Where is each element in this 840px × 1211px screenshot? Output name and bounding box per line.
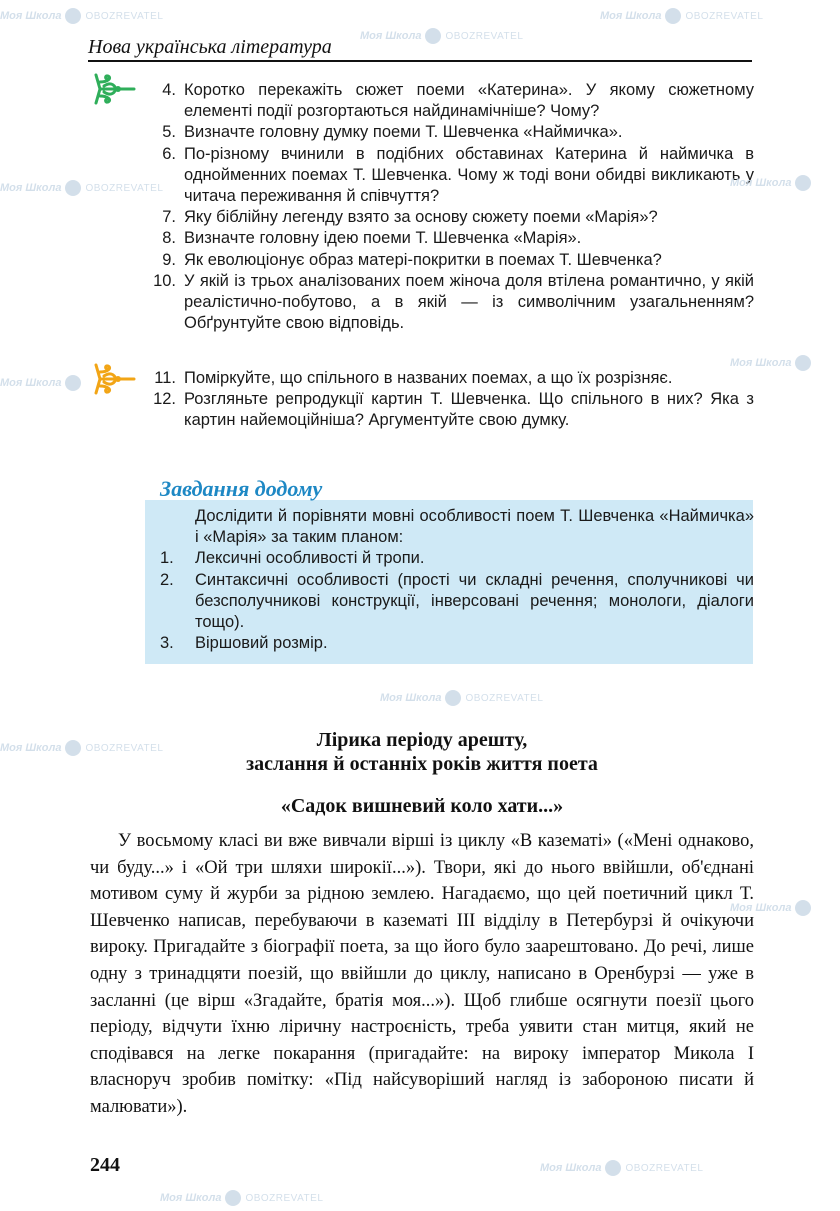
homework-item <box>160 633 754 654</box>
questions-list-b <box>153 368 754 432</box>
watermark-brand: OBOZREVATEL <box>445 30 524 42</box>
question-text: Яку біблійну легенду взято за основу сюжету поеми «Марія»? <box>184 208 658 227</box>
watermark-school: Моя Школа <box>160 1192 222 1204</box>
body-paragraph: У восьмому класі ви вже вивчали вірші із циклу «В казематі» («Мені однаково, чи буду...» і «Ой три шляхи широкії...»). Твори, які до нього ввійшли, об'єднані мотивом суму й журби за рідною землею. Нагадаємо, що цей поетичний цикл Т. Шевченко написав, перебуваючи в казематі ІІІ відділу в Петербурзі й очікуючи вироку. Пригадайте з біографії поета, за що його було заарештовано. До речі, лише одну з тринадцяти поезій, що ввійшли до циклу, написано в Оренбурзі — уже в засланні (це вірш «Згадайте, братія моя...»). Щоб глибше осягнути поезії цього періоду, відчути їхню ліричну настроєність, треба уявити стан митця, який не сподівався на легке покарання (пригадайте: на вироку імператор Микола І власноруч зробив помітку: «Під найсуворіший нагляд із забороною писати й малювати»). <box>90 831 754 1117</box>
watermark-brand: OBOZREVATEL <box>85 10 164 22</box>
question-item <box>160 207 754 228</box>
watermark-logo-icon <box>65 180 81 196</box>
question-text: Як еволюціонує образ матері-покритки в поемах Т. Шевченка? <box>184 250 662 269</box>
question-item <box>160 122 754 143</box>
watermark-logo-icon <box>65 8 81 24</box>
watermark-logo-icon <box>795 355 811 371</box>
watermark-brand: OBOZREVATEL <box>685 10 764 22</box>
watermark-school: Моя Школа <box>730 177 792 189</box>
homework-item-text: Віршовий розмір. <box>195 634 328 653</box>
watermark-school: Моя Школа <box>0 10 62 22</box>
watermark-school: Моя Школа <box>360 30 422 42</box>
section-heading <box>90 728 754 776</box>
watermark-brand: OBOZREVATEL <box>465 692 544 704</box>
watermark-school: Моя Школа <box>540 1162 602 1174</box>
homework-item <box>160 548 754 569</box>
watermark-logo-icon <box>795 900 811 916</box>
homework-item-number: 3. <box>160 634 174 653</box>
watermark-school: Моя Школа <box>0 377 62 389</box>
question-text: Визначте головну ідею поеми Т. Шевченка «Марія». <box>184 229 582 248</box>
question-number: 5. <box>162 123 176 142</box>
section-heading-line-2: заслання й останніх років життя поета <box>246 753 598 775</box>
watermark-logo-icon <box>605 1160 621 1176</box>
watermark-school: Моя Школа <box>0 742 62 754</box>
watermark-brand: OBOZREVATEL <box>85 182 164 194</box>
running-head: Нова українська література <box>88 36 332 58</box>
homework-item-text: Лексичні особливості й тропи. <box>195 549 425 568</box>
question-item <box>160 250 754 271</box>
watermark <box>0 180 163 196</box>
question-number: 11. <box>154 369 176 387</box>
watermark-school: Моя Школа <box>380 692 442 704</box>
question-number: 7. <box>162 208 176 227</box>
homework-content <box>160 506 754 654</box>
question-text: Поміркуйте, що спільного в названих поемах, а що їх розрізняє. <box>184 369 673 387</box>
watermark <box>0 8 163 24</box>
question-number: 4. <box>162 81 176 99</box>
header-rule <box>88 60 752 62</box>
page-number: 244 <box>90 1154 120 1176</box>
homework-item-text: Синтаксичні особливості (прості чи складні речення, сполучникові чи безсполучникові конструкції, інверсовані речення; монологи, діалоги тощо). <box>195 570 754 632</box>
watermark-brand: OBOZREVATEL <box>85 742 164 754</box>
question-number: 12. <box>153 390 176 409</box>
green-quill-icon <box>92 72 136 106</box>
watermark <box>0 375 81 391</box>
homework-item-number: 1. <box>160 549 174 568</box>
watermark <box>600 8 763 24</box>
watermark-logo-icon <box>665 8 681 24</box>
watermark-brand: OBOZREVATEL <box>625 1162 704 1174</box>
question-number: 9. <box>162 250 176 269</box>
watermark <box>360 28 523 44</box>
question-item <box>160 228 754 249</box>
question-item <box>153 389 754 431</box>
watermark <box>160 1190 323 1206</box>
question-item <box>160 80 754 122</box>
section-heading-line-1: Лірика періоду арешту, <box>316 729 528 751</box>
homework-intro: Дослідити й порівняти мовні особливості поем Т. Шевченка «Наймичка» і «Марія» за таким планом: <box>195 507 754 547</box>
poem-subheading: «Садок вишневий коло хати...» <box>280 795 564 817</box>
question-item <box>154 368 754 389</box>
question-text: Визначте головну думку поеми Т. Шевченка «Наймичка». <box>184 123 623 142</box>
watermark-school: Моя Школа <box>600 10 662 22</box>
question-number: 10. <box>153 271 176 290</box>
watermark-school: Моя Школа <box>730 902 792 914</box>
watermark-logo-icon <box>65 375 81 391</box>
homework-title: Завдання додому <box>160 476 323 501</box>
watermark-logo-icon <box>225 1190 241 1206</box>
question-text: Коротко перекажіть сюжет поеми «Катерина». У якому сюжетному елементі події розгортаються найдинамічніше? Чому? <box>184 81 754 121</box>
watermark-logo-icon <box>425 28 441 44</box>
question-item <box>160 144 754 208</box>
homework-item-number: 2. <box>160 570 174 589</box>
orange-quill-icon <box>92 362 136 396</box>
question-item <box>153 271 754 335</box>
question-text: Розгляньте репродукції картин Т. Шевченка. Що спільного в них? Яка з картин найемоційніша? Аргументуйте свою думку. <box>184 390 754 430</box>
question-text: По-різному вчинили в подібних обставинах Катерина й наймичка в однойменних поемах Т. Шевченка. Чому ж тоді вони обидві викликають у читача переживання й співчуття? <box>184 144 754 206</box>
watermark-school: Моя Школа <box>0 182 62 194</box>
question-number: 8. <box>162 229 176 248</box>
question-number: 6. <box>162 144 176 163</box>
watermark <box>380 690 543 706</box>
watermark-logo-icon <box>445 690 461 706</box>
watermark <box>540 1160 703 1176</box>
watermark-brand: OBOZREVATEL <box>245 1192 324 1204</box>
body-text <box>90 828 754 1121</box>
watermark-logo-icon <box>65 740 81 756</box>
homework-item <box>160 570 754 634</box>
watermark-school: Моя Школа <box>730 357 792 369</box>
question-text: У якій із трьох аналізованих поем жіноча доля втілена романтично, у якій реалістично-побутово, а в якій — із символічним узагальненням? Обґрунтуйте свою відповідь. <box>184 271 754 333</box>
questions-list-a <box>153 80 754 334</box>
watermark-logo-icon <box>795 175 811 191</box>
